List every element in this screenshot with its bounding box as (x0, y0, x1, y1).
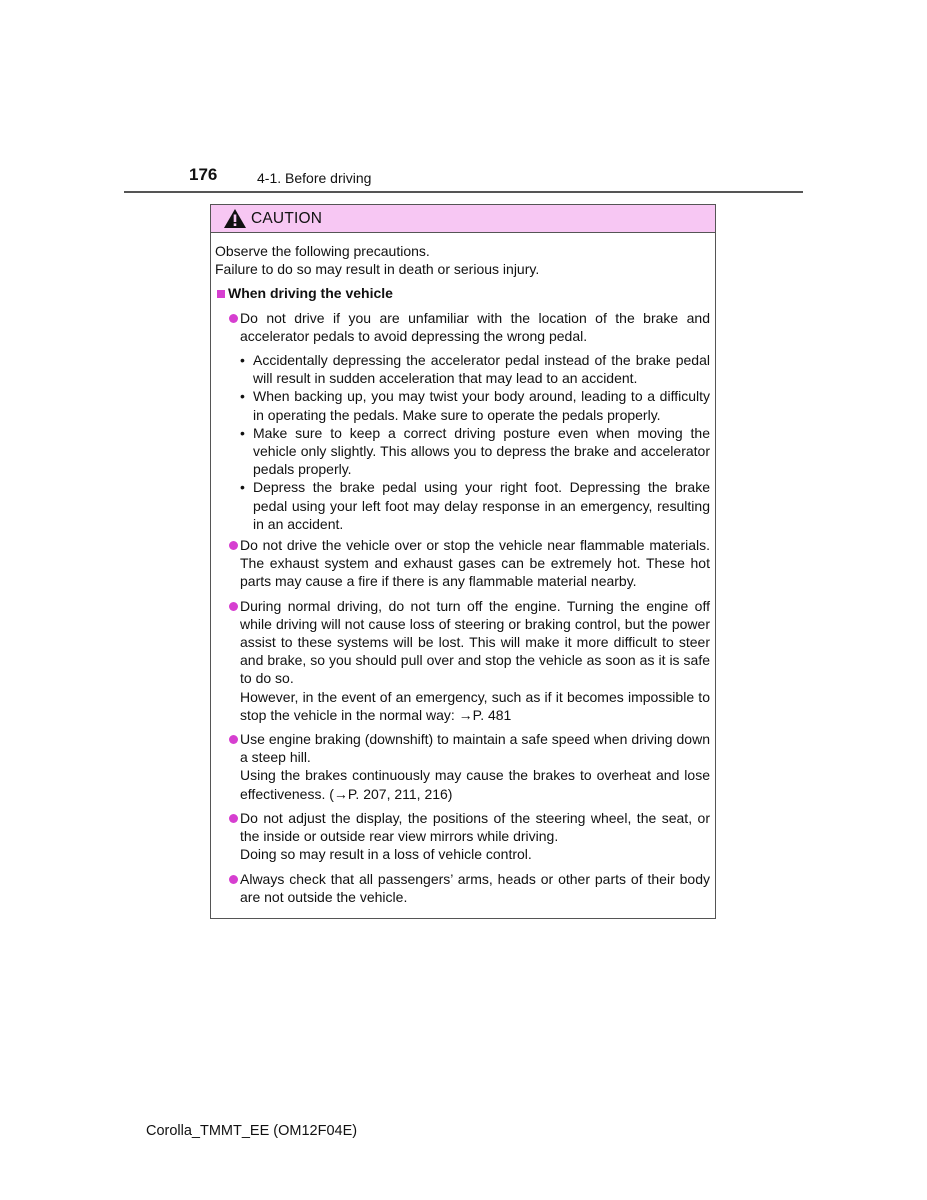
caution-header (211, 205, 715, 233)
small-bullet-icon: • (240, 424, 245, 441)
warning-triangle-icon (224, 209, 246, 228)
sub-item-text: Make sure to keep a correct driving posture even when moving the vehicle only slightly. This allows you to depress the brake and accelerator pedals properly. (253, 424, 710, 478)
sub-item-text: When backing up, you may twist your body around, leading to a difficulty in operating the pedals. Make sure to operate the pedals properly. (253, 388, 710, 423)
sub-item (240, 424, 710, 479)
magenta-dot-icon (229, 541, 238, 550)
caution-item (215, 730, 710, 803)
footer-code: Corolla_TMMT_EE (OM12F04E) (146, 1123, 358, 1139)
caution-item (215, 309, 710, 533)
magenta-dot-icon (229, 814, 238, 823)
item-text: However, in the event of an emergency, such as if it becomes impossible to stop the vehicle in the normal way: →P. 481 (240, 688, 710, 723)
caution-item (215, 870, 710, 906)
intro-line: Observe the following precautions. (215, 243, 430, 259)
magenta-dot-icon (229, 735, 238, 744)
caution-box (210, 204, 716, 919)
section-title: 4-1. Before driving (257, 170, 372, 186)
item-text: Do not drive the vehicle over or stop the vehicle near flammable materials. The exhaust system and exhaust gases can be extremely hot. These hot parts may cause a fire if there is any flammable material nearby. (240, 537, 710, 590)
small-bullet-icon: • (240, 388, 245, 405)
item-text: Always check that all passengers’ arms, heads or other parts of their body are not outside the vehicle. (240, 870, 710, 905)
magenta-dot-icon (229, 314, 238, 323)
item-text: Use engine braking (downshift) to maintain a safe speed when driving down a steep hill. (240, 731, 710, 766)
magenta-dot-icon (229, 875, 238, 884)
sub-item (240, 387, 710, 423)
caution-title: CAUTION (251, 209, 323, 227)
subheading-label: When driving the vehicle (228, 285, 393, 302)
header-rule (124, 191, 803, 193)
small-bullet-icon: • (240, 352, 245, 369)
sub-item (240, 351, 710, 387)
sub-item (240, 478, 710, 533)
subheading (215, 284, 710, 302)
intro-line: Failure to do so may result in death or serious injury. (215, 261, 540, 278)
caution-item (215, 597, 710, 724)
item-text: Do not drive if you are unfamiliar with the location of the brake and accelerator pedals to avoid depressing the wrong pedal. (240, 309, 710, 344)
magenta-dot-icon (229, 602, 238, 611)
item-text: Doing so may result in a loss of vehicle control. (240, 846, 532, 863)
item-text: Do not adjust the display, the positions of the steering wheel, the seat, or the inside or outside rear view mirrors while driving. (240, 809, 710, 845)
caution-item (215, 809, 710, 864)
sub-list (240, 351, 710, 533)
magenta-square-icon (217, 290, 225, 298)
sub-item-text: Accidentally depressing the accelerator pedal instead of the brake pedal will result in sudden acceleration that may lead to an accident. (253, 352, 710, 387)
sub-item-text: Depress the brake pedal using your right foot. Depressing the brake pedal using your left foot may delay response in an emergency, resulting in an accident. (253, 479, 710, 532)
intro (215, 242, 710, 278)
item-text: Using the brakes continuously may cause the brakes to overheat and lose effectiveness. (→P. 207, 211, 216) (240, 767, 710, 802)
small-bullet-icon: • (240, 479, 245, 496)
item-text: During normal driving, do not turn off the engine. Turning the engine off while driving will not cause loss of steering or braking control, but the power assist to these systems will be lost. This will make it more difficult to steer and brake, so you should pull over and stop the vehicle as soon as it is safe to do so. (240, 597, 710, 687)
page-number: 176 (189, 165, 218, 184)
caution-body (211, 233, 715, 906)
caution-item (215, 536, 710, 591)
